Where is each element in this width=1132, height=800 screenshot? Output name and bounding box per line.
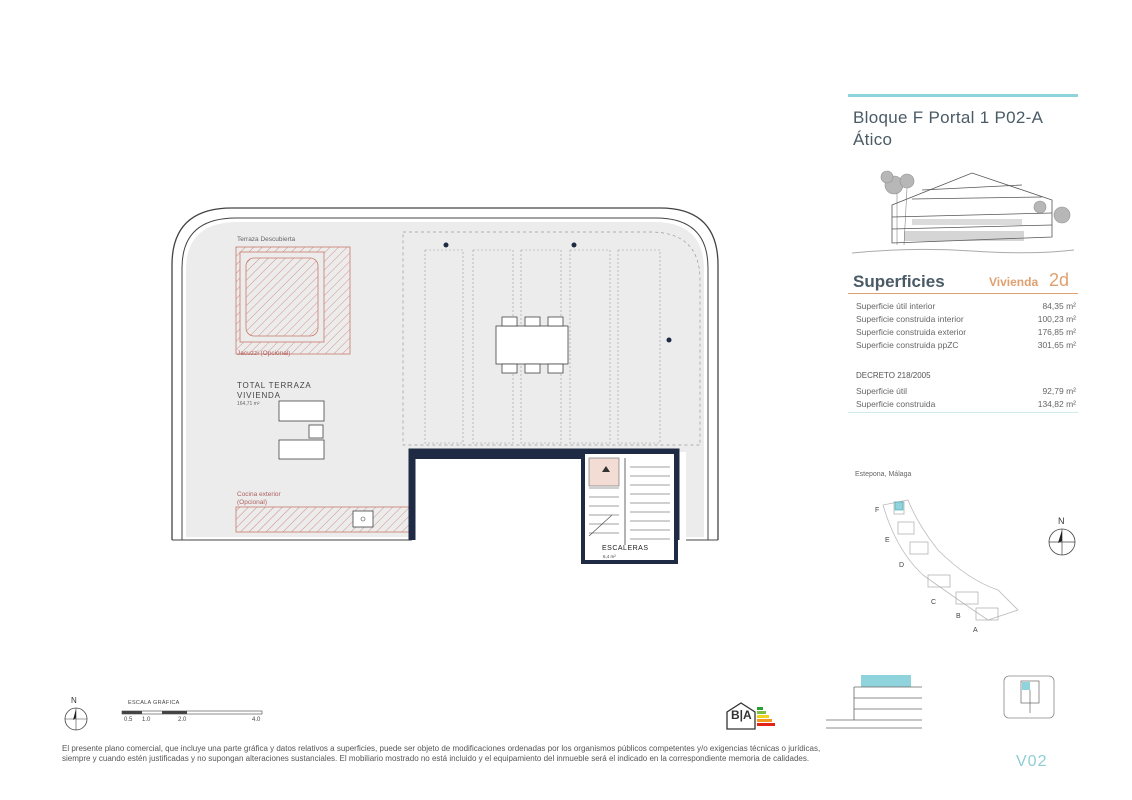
decreto-row (856, 386, 1076, 396)
scale-bar (118, 709, 268, 717)
superficies-rule (848, 293, 1078, 294)
total-terraza-value: 164,71 m² (237, 401, 260, 407)
site-location: Estepona, Málaga (855, 471, 912, 478)
jacuzzi-label: Jacuzzi (Opcional) (237, 350, 291, 357)
north-arrow-icon (63, 706, 89, 732)
compass-icon (1047, 527, 1077, 557)
north-label-map: N (1058, 516, 1065, 526)
decreto-row (856, 399, 1076, 409)
scale-tick: 1.0 (142, 717, 151, 723)
superficie-row (856, 340, 1076, 350)
scale-label: ESCALA GRÁFICA (128, 700, 180, 706)
block-label-e: E (885, 537, 890, 544)
total-terraza-title-2: VIVIENDA (237, 391, 281, 400)
superficie-row-label: Superficie construida interior (856, 314, 964, 324)
superficie-row (856, 314, 1076, 324)
disclaimer: El presente plano comercial, que incluye una parte gráfica y datos relativos a superficies, puede ser objeto de modificaciones ordenadas por los organismos públicos competentes y/o exigencias técnicas o jurídicas, siempre y cuando estén justificadas y no supongan alteraciones sustanciales. El mobiliario mostrado no está incluido y el equipamiento del inmueble será el indicado en la correspondiente memoria de calidades. (62, 744, 821, 763)
block-label-c: C (931, 599, 937, 606)
vivienda-label: Vivienda (989, 275, 1039, 289)
superficie-row-value: 100,23 m² (1037, 314, 1076, 324)
scale-tick: 2.0 (178, 717, 187, 723)
escaleras-value: 6,4 m² (603, 554, 616, 559)
decreto-row-value: 134,82 m² (1037, 399, 1076, 409)
superficies-heading: Superficies (853, 272, 945, 291)
cocina-label-2: (Opcional) (237, 499, 267, 506)
outdoor-kitchen (236, 507, 412, 532)
total-terraza-title: TOTAL TERRAZA (237, 381, 312, 390)
scale-tick: 0.5 (124, 717, 133, 723)
page-title (853, 107, 1083, 151)
decreto-rule (848, 412, 1078, 413)
superficie-row-value: 84,35 m² (1042, 301, 1076, 311)
decreto-row-label: Superficie construida (856, 399, 936, 409)
superficie-row-value: 301,65 m² (1037, 340, 1076, 350)
block-label-d: D (899, 562, 905, 569)
superficie-row-label: Superficie construida ppZC (856, 340, 959, 350)
key-plan (1003, 675, 1055, 719)
superficie-row-label: Superficie construida exterior (856, 327, 967, 337)
decreto-row-value: 92,79 m² (1042, 386, 1076, 396)
title-line-1: Bloque F Portal 1 P02-A (853, 108, 1044, 127)
escaleras-label: ESCALERAS (602, 545, 649, 552)
superficie-row-value: 176,85 m² (1037, 327, 1076, 337)
energy-logo-text: B|A (731, 708, 752, 722)
superficie-row (856, 327, 1076, 337)
block-label-f: F (875, 507, 880, 514)
block-label-a: A (973, 627, 978, 634)
building-sketch (852, 155, 1074, 260)
cocina-label: Cocina exterior (237, 491, 281, 498)
decreto-row-label: Superficie útil (856, 386, 908, 396)
terraza-label: Terraza Descubierta (237, 236, 296, 243)
site-map (868, 490, 1028, 650)
jacuzzi (236, 247, 350, 354)
plan-code: V02 (1016, 753, 1048, 770)
section-diagram (826, 672, 922, 732)
vivienda-type: 2d (1049, 270, 1070, 290)
dining-table (496, 317, 568, 373)
title-line-2: Ático (853, 130, 893, 149)
top-rule (848, 94, 1078, 97)
superficie-row (856, 301, 1076, 311)
superficie-row-label: Superficie útil interior (856, 301, 936, 311)
north-label: N (71, 696, 77, 705)
scale-tick: 4.0 (252, 717, 261, 723)
block-label-b: B (956, 613, 961, 620)
decreto-title: DECRETO 218/2005 (856, 371, 931, 380)
